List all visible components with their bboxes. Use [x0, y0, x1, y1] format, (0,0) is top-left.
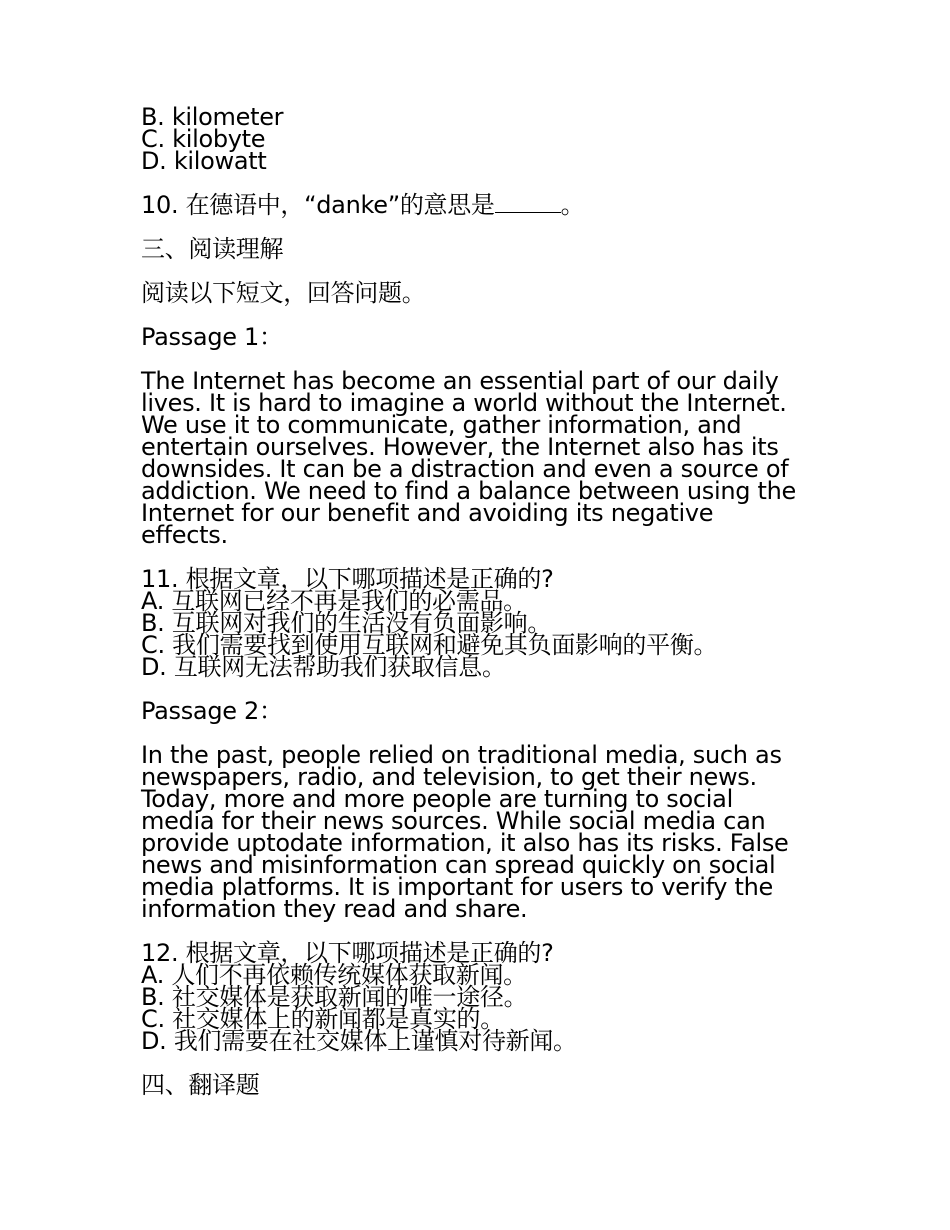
passage2-text	[141, 741, 821, 923]
q11-option-c: C. 我们需要找到使用互联网和避免其负面影响的平衡。	[141, 631, 718, 659]
passage2-line: Today, more and more people are turning to social	[141, 785, 733, 813]
q10-suffix: 。	[560, 191, 585, 219]
section3-instruction: 阅读以下短文，回答问题。	[141, 279, 426, 307]
q11-option-a: A. 互联网已经不再是我们的必需品。	[141, 587, 527, 615]
passage2-line: media for their news sources. While social media can	[141, 807, 766, 835]
passage1-label: Passage 1：	[141, 323, 283, 351]
passage1-line: lives. It is hard to imagine a world without the Internet.	[141, 389, 787, 417]
passage2-line: information they read and share.	[141, 895, 528, 923]
q10-answer-blank	[495, 196, 561, 213]
q12-option-d: D. 我们需要在社交媒体上谨慎对待新闻。	[141, 1027, 577, 1055]
q12-option-a: A. 人们不再依赖传统媒体获取新闻。	[141, 961, 527, 989]
q12-option-b: B. 社交媒体是获取新闻的唯一途径。	[141, 983, 528, 1011]
passage1-line: effects.	[141, 521, 228, 549]
q10	[141, 191, 821, 219]
q11-question: 11. 根据文章，以下哪项描述是正确的?	[141, 565, 554, 593]
passage1-line: We use it to communicate, gather information, and	[141, 411, 742, 439]
passage1-line: entertain ourselves. However, the Internet also has its	[141, 433, 779, 461]
passage1-label-block	[141, 323, 821, 351]
q11-option-d: D. 互联网无法帮助我们获取信息。	[141, 653, 506, 681]
q9-option-d: D. kilowatt	[141, 147, 267, 175]
section3-title: 三、阅读理解	[141, 235, 284, 263]
passage2-line: provide uptodate information, it also has its risks. False	[141, 829, 789, 857]
document-page	[141, 103, 821, 1118]
q12-option-c: C. 社交媒体上的新闻都是真实的。	[141, 1005, 504, 1033]
q9-option-b: B. kilometer	[141, 103, 284, 131]
passage2-line: news and misinformation can spread quickly on social	[141, 851, 776, 879]
passage2-label-block	[141, 697, 821, 725]
q9-option-c: C. kilobyte	[141, 125, 266, 153]
q12	[141, 939, 821, 1055]
q12-question: 12. 根据文章，以下哪项描述是正确的?	[141, 939, 554, 967]
q9-options	[141, 103, 821, 175]
passage2-line: media platforms. It is important for users to verify the	[141, 873, 774, 901]
section3-heading	[141, 235, 821, 263]
q10-text: 10. 在德语中，“danke”的意思是	[141, 191, 495, 219]
passage1-line: Internet for our benefit and avoiding its negative	[141, 499, 714, 527]
passage2-line: In the past, people relied on traditional media, such as	[141, 741, 782, 769]
q11	[141, 565, 821, 681]
passage1-line: The Internet has become an essential part of our daily	[141, 367, 779, 395]
passage2-line: newspapers, radio, and television, to get their news.	[141, 763, 757, 791]
passage2-label: Passage 2：	[141, 697, 283, 725]
section4-heading	[141, 1071, 821, 1099]
section3-instruction-block	[141, 279, 821, 307]
passage1-line: addiction. We need to find a balance between using the	[141, 477, 797, 505]
passage1-text	[141, 367, 821, 549]
section4-title: 四、翻译题	[141, 1071, 260, 1099]
q11-option-b: B. 互联网对我们的生活没有负面影响。	[141, 609, 552, 637]
passage1-line: downsides. It can be a distraction and even a source of	[141, 455, 789, 483]
